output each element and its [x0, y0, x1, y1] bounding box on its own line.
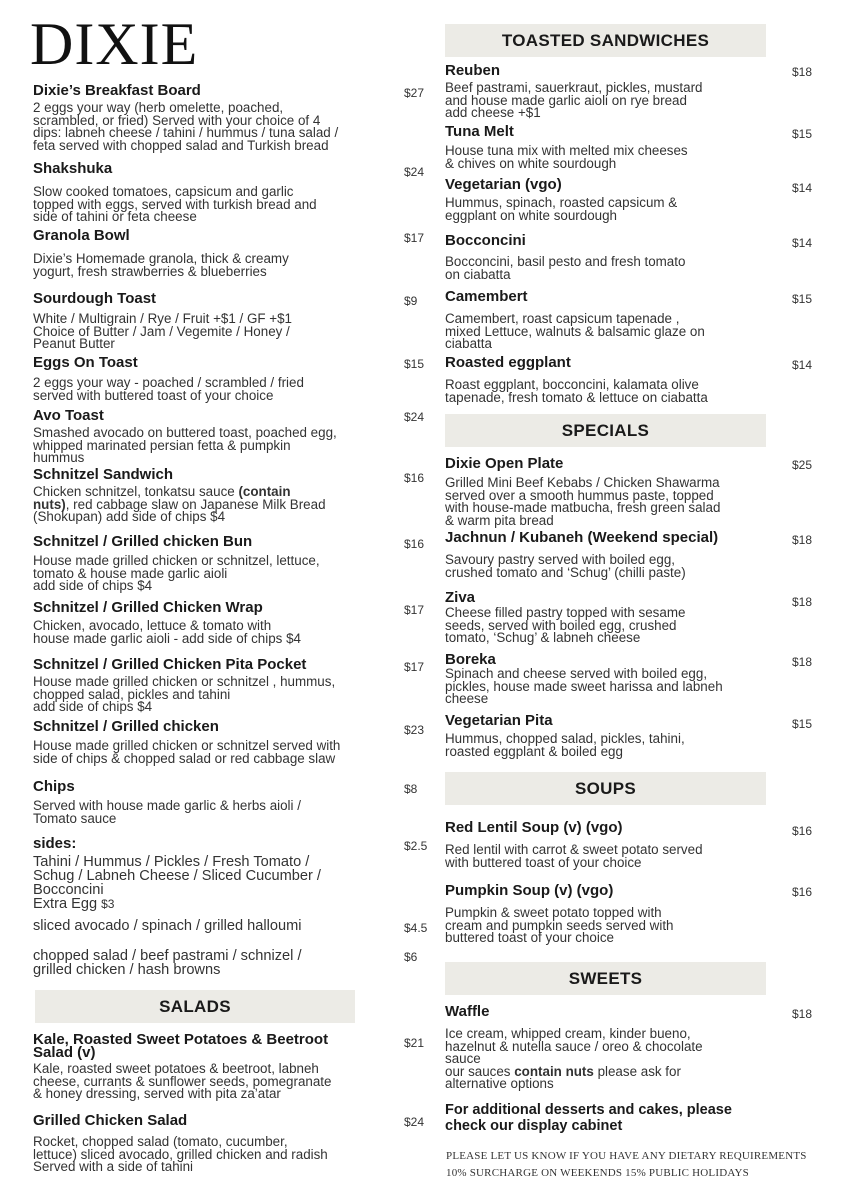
menu-item: [445, 354, 708, 404]
extra-egg-label: Extra Egg: [33, 896, 98, 912]
item-desc: [445, 907, 674, 945]
desc-line: House made grilled chicken or schnitzel , hummus,: [33, 674, 336, 689]
item-price: $8: [404, 782, 418, 796]
item-price: $9: [404, 294, 418, 308]
menu-item: [445, 589, 685, 645]
item-name: Boreka: [445, 651, 496, 668]
item-price: $25: [792, 458, 813, 472]
sides-price: $2.5: [404, 839, 428, 853]
desc-line: eggplant on white sourdough: [445, 207, 617, 223]
menu-item: [33, 466, 326, 524]
item-desc: [445, 82, 703, 120]
item-price: $14: [792, 358, 813, 372]
desc-line: Roast eggplant, bocconcini, kalamata olive: [445, 377, 699, 392]
soups-banner: SOUPS: [445, 772, 766, 805]
item-price: $18: [792, 655, 813, 669]
item-name: [33, 1033, 331, 1059]
desc-line: tapenade, fresh tomato & lettuce on ciabatta: [445, 389, 708, 405]
item-name: Bocconcini: [445, 232, 526, 249]
desc-line: Hummus, chopped salad, pickles, tahini,: [445, 731, 685, 746]
desc-line: Peanut Butter: [33, 336, 115, 352]
desc-line: Cheese filled pastry topped with sesame: [445, 605, 686, 620]
item-name: Schnitzel / Grilled Chicken Pita Pocket: [33, 656, 307, 673]
sides-row-3: [33, 949, 302, 977]
item-price: $24: [404, 1115, 425, 1129]
toasted-sandwiches-banner: TOASTED SANDWICHES: [445, 24, 766, 57]
menu-item: [445, 455, 720, 527]
item-name-line: Salad (v): [33, 1044, 96, 1061]
menu-item: [445, 882, 674, 945]
desc-line: House tuna mix with melted mix cheeses: [445, 143, 688, 158]
item-desc: [445, 733, 685, 758]
item-name: Schnitzel / Grilled chicken: [33, 718, 219, 735]
sides-row-2: sliced avocado / spinach / grilled halloumi: [33, 918, 302, 934]
item-name: Schnitzel / Grilled Chicken Wrap: [33, 599, 263, 616]
menu-item: [33, 82, 338, 152]
menu-item: [445, 651, 723, 706]
desc-line: topped with eggs, served with turkish bread and: [33, 196, 317, 212]
desc-line: buttered toast of your choice: [445, 930, 614, 946]
desc-line: dips: labneh cheese / tahini / hummus / tuna salad /: [33, 125, 339, 141]
item-price: $24: [404, 165, 425, 179]
menu-item-waffle: [445, 1003, 703, 1091]
item-desc: [445, 145, 688, 170]
desc-line: hummus: [33, 450, 85, 466]
desc-line: Choice of Butter / Jam / Vegemite / Honey /: [33, 323, 290, 339]
desc-line: Beef pastrami, sauerkraut, pickles, mustard: [445, 80, 703, 95]
desc-line: Served with house made garlic & herbs aioli /: [33, 798, 301, 813]
desc-line: on ciabatta: [445, 266, 511, 282]
desc-text: Chicken schnitzel, tonkatsu sauce: [33, 484, 239, 499]
item-name: Reuben: [445, 62, 501, 79]
desc-line: with house-made matbucha, fresh green salad: [445, 500, 721, 516]
item-name: Grilled Chicken Salad: [33, 1112, 188, 1129]
desc-line: Ice cream, whipped cream, kinder bueno,: [445, 1026, 691, 1041]
item-desc: [33, 555, 320, 593]
item-price: $14: [792, 181, 813, 195]
contain-nuts-note: (contain: [238, 484, 291, 499]
menu-item: [33, 656, 335, 714]
item-price: $17: [404, 603, 425, 617]
extra-egg: [33, 898, 114, 911]
item-name: Sourdough Toast: [33, 290, 157, 307]
item-desc: [33, 427, 337, 465]
desc-line: roasted eggplant & boiled egg: [445, 743, 623, 759]
desc-line: sauce: [445, 1051, 481, 1067]
item-desc: [33, 486, 326, 524]
item-desc: [445, 668, 723, 706]
item-price: $18: [792, 1007, 813, 1021]
dietary-footer: PLEASE LET US KNOW IF YOU HAVE ANY DIETARY REQUIREMENTS: [446, 1150, 807, 1162]
desc-line: White / Multigrain / Rye / Fruit +$1 / GF +$1: [33, 311, 292, 326]
extra-egg-price: $3: [101, 897, 115, 911]
sides-line: Bocconcini: [33, 882, 104, 898]
menu-item: [445, 176, 677, 222]
item-desc: [33, 620, 301, 645]
desc-line: Kale, roasted sweet potatoes & beetroot, labneh: [33, 1061, 319, 1076]
item-name: Pumpkin Soup (v) (vgo): [445, 882, 614, 899]
item-desc: [445, 554, 718, 579]
desc-line: ciabatta: [445, 336, 492, 352]
item-name: Schnitzel Sandwich: [33, 466, 174, 483]
item-price: $24: [404, 410, 425, 424]
desc-line: 2 eggs your way (herb omelette, poached,: [33, 100, 284, 115]
desc-line: add side of chips $4: [33, 578, 153, 594]
desc-line: Dixie’s Homemade granola, thick & creamy: [33, 251, 289, 266]
item-price: $15: [792, 292, 813, 306]
menu-item: [33, 533, 320, 593]
item-desc: [445, 1028, 703, 1091]
desc-line: Tomato sauce: [33, 810, 117, 826]
item-desc: [33, 253, 289, 278]
item-price: $16: [404, 471, 425, 485]
item-price: $17: [404, 231, 425, 245]
desc-line: & chives on white sourdough: [445, 155, 617, 171]
desc-line: Hummus, spinach, roasted capsicum &: [445, 195, 678, 210]
desc-line: side of tahini or feta cheese: [33, 209, 197, 225]
note-text: please ask for: [593, 1063, 681, 1079]
menu-item: [33, 290, 292, 351]
item-desc: [445, 477, 720, 527]
desc-line: yogurt, fresh strawberries & blueberries: [33, 263, 267, 279]
desc-line: 2 eggs your way - poached / scrambled / fried: [33, 375, 304, 390]
sides-title: sides:: [33, 835, 77, 852]
desc-line: Served with a side of tahini: [33, 1159, 194, 1175]
menu-item: [33, 1112, 328, 1174]
item-desc: [33, 186, 317, 224]
desc-line: Grilled Mini Beef Kebabs / Chicken Shawarma: [445, 475, 720, 490]
item-price: $15: [792, 127, 813, 141]
item-price: $15: [792, 717, 813, 731]
specials-banner: SPECIALS: [445, 414, 766, 447]
desc-line: seeds, served with boiled egg, crushed: [445, 617, 677, 633]
desc-line: Spinach and cheese served with boiled egg,: [445, 666, 708, 681]
menu-item: [445, 712, 685, 758]
item-name: Roasted eggplant: [445, 354, 571, 371]
item-name: Dixie’s Breakfast Board: [33, 82, 201, 99]
item-desc: [445, 256, 685, 281]
sides-line: Tahini / Hummus / Pickles / Fresh Tomato /: [33, 854, 310, 870]
desc-line: Rocket, chopped salad (tomato, cucumber,: [33, 1134, 288, 1149]
item-price: $18: [792, 65, 813, 79]
desc-line: pickles, house made sweet harissa and labneh: [445, 678, 723, 694]
item-price: $27: [404, 86, 425, 100]
item-name: Tuna Melt: [445, 123, 514, 140]
contain-nuts-note: nuts): [33, 496, 66, 512]
desc-line: scrambled, or fried) Served with your choice of 4: [33, 112, 321, 128]
brand-logo: DIXIE: [30, 11, 199, 77]
desc-line: add side of chips $4: [33, 699, 153, 715]
sweets-banner: SWEETS: [445, 962, 766, 995]
menu-item: [33, 160, 317, 224]
item-price: $18: [792, 533, 813, 547]
item-desc: [445, 607, 685, 645]
item-desc: [445, 197, 677, 222]
item-price: $17: [404, 660, 425, 674]
contain-nuts-note: contain nuts: [514, 1063, 594, 1079]
item-price: $21: [404, 1036, 425, 1050]
item-name-line: Kale, Roasted Sweet Potatoes & Beetroot: [33, 1031, 329, 1048]
item-name: Waffle: [445, 1003, 490, 1020]
item-name: Schnitzel / Grilled chicken Bun: [33, 533, 253, 550]
desserts-note: [445, 1102, 732, 1134]
note-line: For additional desserts and cakes, please: [445, 1102, 732, 1118]
desc-line: cheese: [445, 691, 489, 707]
desc-line: cream and pumpkin seeds served with: [445, 917, 674, 933]
desc-line: & honey dressing, served with pita za’atar: [33, 1086, 281, 1102]
salads-banner: SALADS: [35, 990, 355, 1023]
item-desc: [33, 740, 340, 765]
menu-item: [445, 123, 688, 170]
surcharge-footer: 10% SURCHARGE ON WEEKENDS 15% PUBLIC HOLIDAYS: [446, 1167, 749, 1179]
sides-row-3-line: chopped salad / beef pastrami / schnizel /: [33, 948, 302, 964]
item-name: Ziva: [445, 589, 476, 606]
desc-line: hazelnut & nutella sauce / oreo & chocolate: [445, 1038, 703, 1054]
desc-line: cheese, currants & sunflower seeds, pomegranate: [33, 1073, 332, 1089]
menu-item: [445, 819, 703, 869]
desc-line: Chicken, avocado, lettuce & tomato with: [33, 618, 272, 633]
item-name: Shakshuka: [33, 160, 113, 177]
desc-line: House made grilled chicken or schnitzel, lettuce,: [33, 553, 320, 568]
item-desc: [445, 844, 703, 869]
desc-line: side of chips & chopped salad or red cabbage slaw: [33, 750, 336, 766]
item-desc: [33, 377, 304, 402]
item-desc: [33, 800, 301, 825]
item-price: $15: [404, 357, 425, 371]
item-name: Vegetarian Pita: [445, 712, 553, 729]
desc-line: mixed Lettuce, walnuts & balsamic glaze on: [445, 323, 705, 339]
desc-line: Slow cooked tomatoes, capsicum and garlic: [33, 184, 294, 199]
desc-line: lettuce) sliced avocado, grilled chicken and radish: [33, 1146, 328, 1162]
item-name: Vegetarian (vgo): [445, 176, 562, 193]
menu-item: [33, 407, 337, 465]
item-desc: [445, 379, 708, 404]
menu-item: [445, 529, 718, 579]
item-desc: [33, 313, 292, 351]
item-name: Eggs On Toast: [33, 354, 138, 371]
item-price: $16: [792, 824, 813, 838]
item-name: Jachnun / Kubaneh (Weekend special): [445, 529, 719, 546]
item-name: Granola Bowl: [33, 227, 130, 244]
desc-line: & warm pita bread: [445, 512, 554, 528]
desc-line: (Shokupan) add side of chips $4: [33, 509, 226, 525]
sides-row-3-price: $6: [404, 950, 418, 964]
desc-line: tomato, ‘Schug’ & labneh cheese: [445, 630, 641, 646]
menu-item: [445, 62, 703, 120]
desc-text: , red cabbage slaw on Japanese Milk Bread: [65, 496, 326, 512]
item-name: Camembert: [445, 288, 528, 305]
menu-item: [33, 599, 301, 645]
item-desc: [33, 102, 338, 152]
desc-line: Red lentil with carrot & sweet potato served: [445, 842, 703, 857]
desc-line: whipped marinated persian fetta & pumpkin: [33, 437, 291, 453]
desc-line: and house made garlic aioli on rye bread: [445, 92, 687, 108]
item-name: Dixie Open Plate: [445, 455, 564, 472]
item-desc: [33, 676, 335, 714]
item-name: Chips: [33, 778, 75, 795]
desc-line: Camembert, roast capsicum tapenade ,: [445, 311, 680, 326]
sides-list: [33, 855, 321, 897]
desc-line: feta served with chopped salad and Turkish bread: [33, 137, 329, 153]
item-price: $23: [404, 723, 425, 737]
item-price: $16: [792, 885, 813, 899]
note-text: our sauces: [445, 1063, 515, 1079]
menu-item: [33, 1033, 331, 1101]
desc-line: add cheese +$1: [445, 105, 541, 121]
menu-item: [33, 354, 304, 402]
menu-item: [445, 232, 685, 281]
desc-line: Bocconcini, basil pesto and fresh tomato: [445, 254, 686, 269]
item-price: $14: [792, 236, 813, 250]
desc-line: tomato & house made garlic aioli: [33, 565, 228, 581]
desc-line: alternative options: [445, 1076, 554, 1092]
desc-line: served with buttered toast of your choice: [33, 387, 274, 403]
sides-line: Schug / Labneh Cheese / Sliced Cucumber /: [33, 868, 321, 884]
menu-item: [33, 227, 289, 278]
menu-item: [33, 718, 340, 765]
desc-line: Savoury pastry served with boiled egg,: [445, 552, 675, 567]
sides-row-3-line: grilled chicken / hash browns: [33, 962, 221, 978]
item-name: Red Lentil Soup (v) (vgo): [445, 819, 623, 836]
menu-item: [33, 778, 301, 825]
item-desc: [33, 1136, 328, 1174]
desc-line: crushed tomato and ‘Schug’ (chilli paste): [445, 564, 686, 580]
desc-line: Pumpkin & sweet potato topped with: [445, 905, 662, 920]
desc-line: served over a smooth hummus paste, topped: [445, 487, 714, 503]
item-desc: [33, 1063, 331, 1101]
item-desc: [445, 313, 705, 351]
desc-line: house made garlic aioli - add side of chips $4: [33, 630, 301, 646]
desc-line: chopped salad, pickles and tahini: [33, 686, 231, 702]
item-name: Avo Toast: [33, 407, 104, 424]
desc-line: House made grilled chicken or schnitzel served with: [33, 738, 341, 753]
item-price: $18: [792, 595, 813, 609]
desc-line: Smashed avocado on buttered toast, poached egg,: [33, 425, 337, 440]
desc-line: with buttered toast of your choice: [445, 854, 642, 870]
sides-row-2-price: $4.5: [404, 921, 428, 935]
menu-item: [445, 288, 705, 351]
note-line: check our display cabinet: [445, 1118, 623, 1134]
item-price: $16: [404, 537, 425, 551]
